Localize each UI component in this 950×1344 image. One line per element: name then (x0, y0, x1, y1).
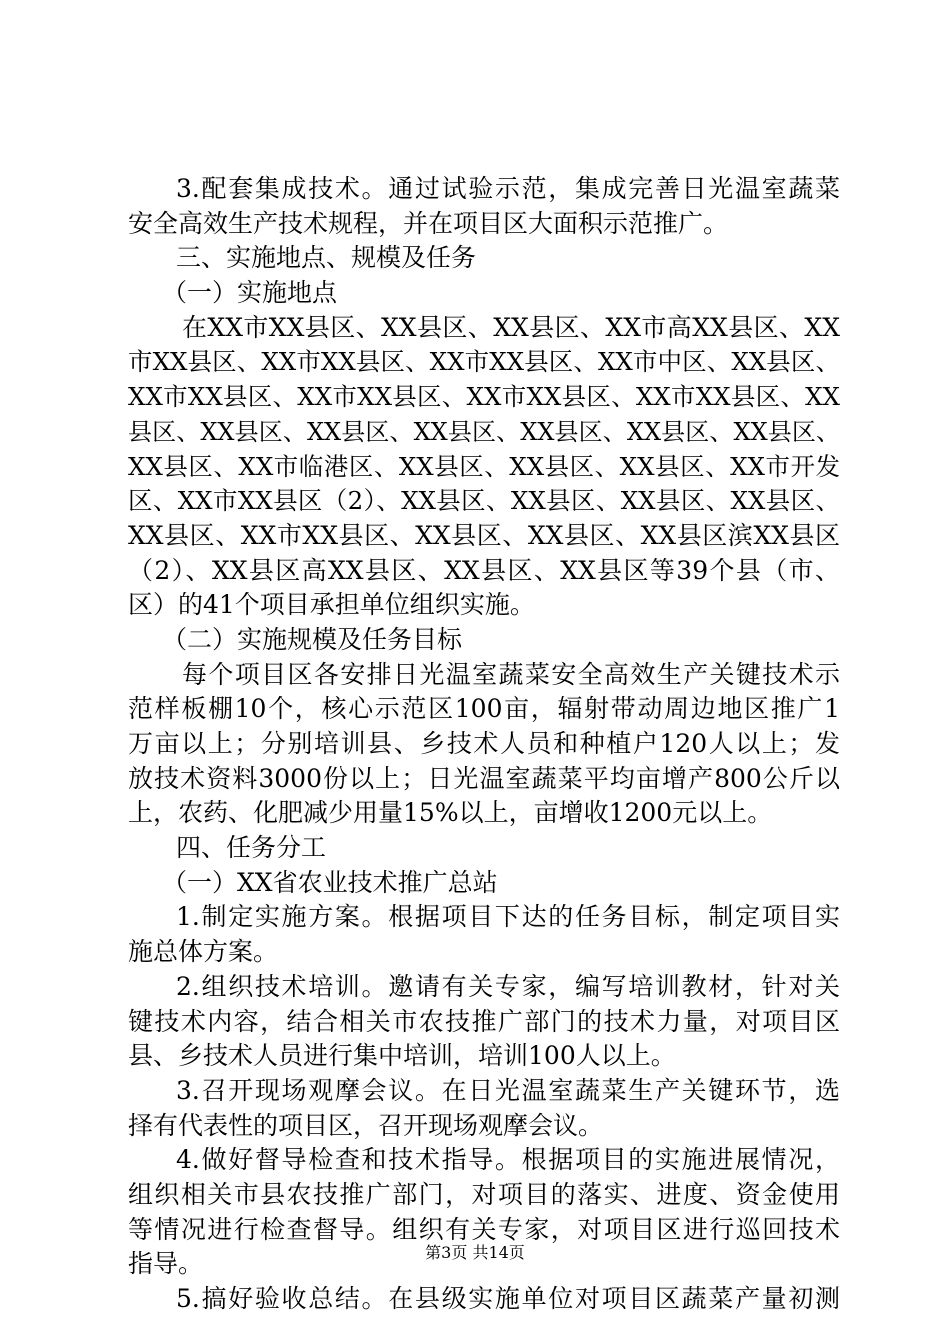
text-line: 区、XX市XX县区（2）、XX县区、XX县区、XX县区、XX县区、 (128, 486, 840, 516)
text-line: XX县区、XX市XX县区、XX县区、XX县区、XX县区滨XX县区 (128, 520, 840, 550)
text-line: 键技术内容，结合相关市农技推广部门的技术力量，对项目区 (128, 1006, 840, 1036)
text-line: 市XX县区、XX市XX县区、XX市XX县区、XX市中区、XX县区、 (128, 347, 840, 377)
text-line: 三、实施地点、规模及任务 (176, 243, 477, 273)
body-text (128, 172, 840, 1317)
text-line: 择有代表性的项目区，召开现场观摩会议。 (128, 1110, 604, 1140)
text-line: 施总体方案。 (128, 937, 279, 967)
text-line: 县区、XX县区、XX县区、XX县区、XX县区、XX县区、XX县区、 (128, 417, 840, 446)
text-line: 指导。 (128, 1249, 204, 1279)
text-line: 5.搞好验收总结。在县级实施单位对项目区蔬菜产量初测 (176, 1284, 840, 1313)
text-line: 安全高效生产技术规程，并在项目区大面积示范推广。 (128, 208, 729, 238)
text-line: 区）的41个项目承担单位组织实施。 (128, 590, 535, 620)
text-line: 放技术资料3000份以上；日光温室蔬菜平均亩增产800公斤以 (128, 763, 840, 793)
text-line: 组织相关市县农技推广部门，对项目的落实、进度、资金使用 (128, 1179, 840, 1209)
text-line: 万亩以上；分别培训县、乡技术人员和种植户120人以上；发 (128, 729, 840, 758)
text-line: （2）、XX县区高XX县区、XX县区、XX县区等39个县（市、 (128, 555, 840, 585)
page-footer: 第3页 共14页 (425, 1243, 525, 1262)
text-line: XX县区、XX市临港区、XX县区、XX县区、XX县区、XX市开发 (128, 451, 840, 481)
text-line: （一）实施地点 (162, 278, 338, 308)
text-line: 3.召开现场观摩会议。在日光温室蔬菜生产关键环节，选 (176, 1075, 840, 1105)
text-line: XX市XX县区、XX市XX县区、XX市XX县区、XX市XX县区、XX (128, 382, 840, 412)
text-line: 2.组织技术培训。邀请有关专家，编写培训教材，针对关 (176, 971, 840, 1001)
text-line: 四、任务分工 (176, 833, 327, 863)
text-line: 4.做好督导检查和技术指导。根据项目的实施进展情况， (176, 1145, 840, 1175)
text-line: （二）实施规模及任务目标 (162, 624, 463, 654)
text-line: 等情况进行检查督导。组织有关专家，对项目区进行巡回技术 (128, 1214, 840, 1244)
text-line: 每个项目区各安排日光温室蔬菜安全高效生产关键技术示 (182, 659, 840, 689)
text-line: （一）XX省农业技术推广总站 (162, 867, 498, 897)
text-line: 范样板棚10个，核心示范区100亩，辐射带动周边地区推广1 (128, 694, 840, 724)
text-line: 上，农药、化肥减少用量15%以上，亩增收1200元以上。 (128, 798, 773, 828)
text-line: 3.配套集成技术。通过试验示范，集成完善日光温室蔬菜 (176, 174, 840, 203)
text-line: 1.制定实施方案。根据项目下达的任务目标，制定项目实 (176, 902, 840, 932)
text-line: 县、乡技术人员进行集中培训，培训100人以上。 (128, 1041, 676, 1071)
text-line: 在XX市XX县区、XX县区、XX县区、XX市高XX县区、XX (182, 312, 840, 342)
